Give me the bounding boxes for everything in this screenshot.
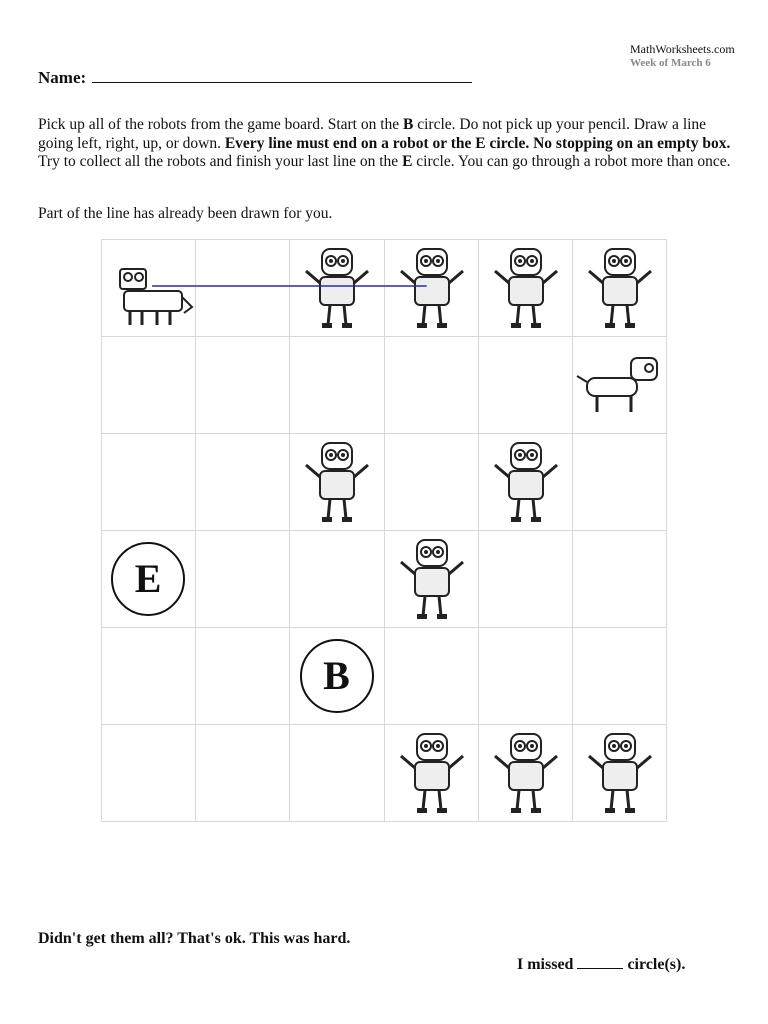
instructions-b-letter: B [403,116,414,133]
footer-message: Didn't get them all? That's ok. This was hard. [38,930,351,947]
name-field [38,68,472,88]
circle-e[interactable]: E [111,542,185,616]
name-label: Name: [38,68,87,87]
instructions-e-letter: E [402,153,413,170]
instructions-part-2: circle. Do not pick up your pencil. Draw a line going left, right, up, or down. [38,116,707,152]
instructions-part-3: Try to collect all the robots and finish your last line on the [38,153,403,170]
missed-count [517,956,685,974]
instructions-bold-rule: Every line must end on a robot or the E circle. No stopping on an empty box. [224,134,731,152]
missed-prefix: I missed [517,956,574,973]
game-board [101,239,666,821]
instructions-part-1: Pick up all of the robots from the game board. Start on the [38,116,404,133]
worksheet-header [630,42,735,70]
note-text: Part of the line has already been drawn for you. [38,205,333,222]
circle-b[interactable]: B [300,639,374,713]
site-name: MathWorksheets.com [630,42,735,56]
week-label: Week of March 6 [630,57,711,69]
missed-blank[interactable] [577,956,623,969]
drawn-path [101,239,666,821]
instructions-part-4: circle. You can go through a robot more than once. [412,153,731,170]
name-blank-line[interactable] [92,68,472,83]
missed-suffix: circle(s). [627,956,686,973]
instructions [38,116,738,172]
